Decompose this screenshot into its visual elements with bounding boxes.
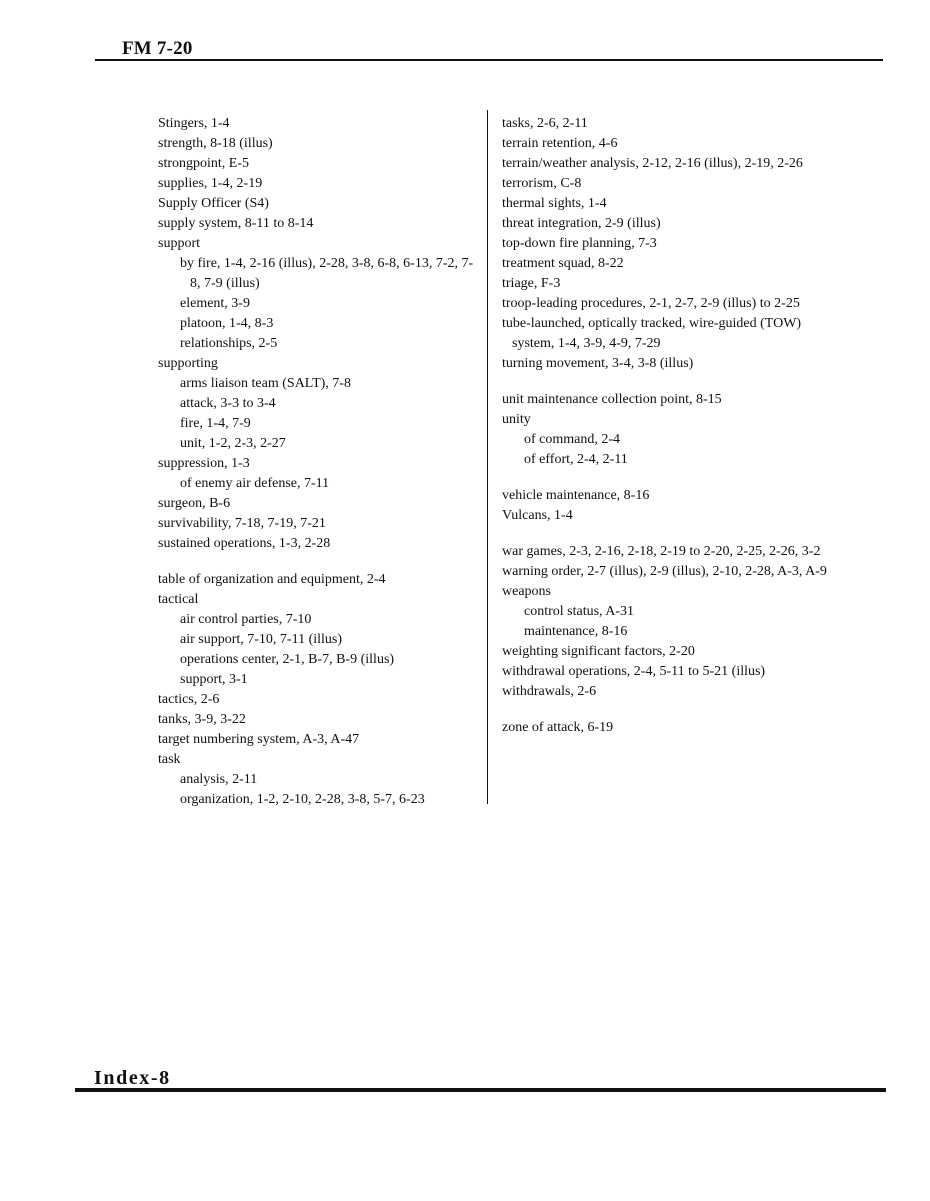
index-entry: weapons xyxy=(502,584,551,599)
index-entry: war games, 2-3, 2-16, 2-18, 2-19 to 2-20, 2-25, 2-26, 3-2 xyxy=(502,544,821,559)
index-entry: threat integration, 2-9 (illus) xyxy=(502,216,661,231)
index-subentry: relationships, 2-5 xyxy=(180,336,278,351)
index-entry: Supply Officer (S4) xyxy=(158,196,269,211)
index-column-left xyxy=(158,114,478,810)
index-entry: suppression, 1-3 xyxy=(158,456,250,471)
section-gap xyxy=(502,526,832,542)
index-entry: unit maintenance collection point, 8-15 xyxy=(502,392,722,407)
index-entry: table of organization and equipment, 2-4 xyxy=(158,572,386,587)
index-subentry: support, 3-1 xyxy=(180,672,248,687)
index-subentry: maintenance, 8-16 xyxy=(524,624,628,639)
index-entry: supporting xyxy=(158,356,218,371)
section-gap xyxy=(502,702,832,718)
index-entry: tactics, 2-6 xyxy=(158,692,220,707)
index-entry: tactical xyxy=(158,592,199,607)
page-number: Index-8 xyxy=(94,1067,171,1089)
header-rule xyxy=(95,59,883,61)
index-entry: tube-launched, optically tracked, wire-guided (TOW) system, 1-4, 3-9, 4-9, 7-29 xyxy=(502,316,802,351)
index-entry: terrain retention, 4-6 xyxy=(502,136,618,151)
index-entry: terrain/weather analysis, 2-12, 2-16 (illus), 2-19, 2-26 xyxy=(502,156,803,171)
index-entry: vehicle maintenance, 8-16 xyxy=(502,488,650,503)
index-entry: top-down fire planning, 7-3 xyxy=(502,236,657,251)
index-entry: zone of attack, 6-19 xyxy=(502,720,614,735)
index-entry: strongpoint, E-5 xyxy=(158,156,249,171)
index-entry: Stingers, 1-4 xyxy=(158,116,230,131)
index-entry: supplies, 1-4, 2-19 xyxy=(158,176,263,191)
section-gap xyxy=(158,554,478,570)
index-subentry: element, 3-9 xyxy=(180,296,250,311)
index-entry: supply system, 8-11 to 8-14 xyxy=(158,216,314,231)
index-subentry: of command, 2-4 xyxy=(524,432,621,447)
index-subentry: air support, 7-10, 7-11 (illus) xyxy=(180,632,343,647)
index-subentry: fire, 1-4, 7-9 xyxy=(180,416,251,431)
index-entry: tasks, 2-6, 2-11 xyxy=(502,116,588,131)
index-entry: sustained operations, 1-3, 2-28 xyxy=(158,536,331,551)
index-subentry: of enemy air defense, 7-11 xyxy=(180,476,330,491)
index-subentry: air control parties, 7-10 xyxy=(180,612,312,627)
index-entry: weighting significant factors, 2-20 xyxy=(502,644,695,659)
index-subentry: by fire, 1-4, 2-16 (illus), 2-28, 3-8, 6-8, 6-13, 7-2, 7-8, 7-9 (illus) xyxy=(180,256,474,291)
column-divider xyxy=(487,110,488,804)
section-gap xyxy=(502,374,832,390)
index-entry: target numbering system, A-3, A-47 xyxy=(158,732,360,747)
index-subentry: operations center, 2-1, B-7, B-9 (illus) xyxy=(180,652,395,667)
index-entry: support xyxy=(158,236,200,251)
index-subentry: control status, A-31 xyxy=(524,604,635,619)
index-entry: thermal sights, 1-4 xyxy=(502,196,607,211)
index-entry: task xyxy=(158,752,181,767)
index-subentry: of effort, 2-4, 2-11 xyxy=(524,452,628,467)
index-entry: surgeon, B-6 xyxy=(158,496,231,511)
index-entry: withdrawals, 2-6 xyxy=(502,684,597,699)
index-entry: turning movement, 3-4, 3-8 (illus) xyxy=(502,356,694,371)
index-subentry: unit, 1-2, 2-3, 2-27 xyxy=(180,436,286,451)
index-entry: unity xyxy=(502,412,531,427)
section-gap xyxy=(502,470,832,486)
index-column-right xyxy=(502,114,832,738)
index-entry: treatment squad, 8-22 xyxy=(502,256,624,271)
index-subentry: attack, 3-3 to 3-4 xyxy=(180,396,276,411)
index-subentry: arms liaison team (SALT), 7-8 xyxy=(180,376,351,391)
index-entry: triage, F-3 xyxy=(502,276,561,291)
index-subentry: organization, 1-2, 2-10, 2-28, 3-8, 5-7, 6-23 xyxy=(180,792,425,807)
index-entry: tanks, 3-9, 3-22 xyxy=(158,712,246,727)
index-entry: terrorism, C-8 xyxy=(502,176,582,191)
index-subentry: platoon, 1-4, 8-3 xyxy=(180,316,274,331)
running-header: FM 7-20 xyxy=(122,38,193,59)
footer-rule xyxy=(75,1088,886,1092)
index-entry: withdrawal operations, 2-4, 5-11 to 5-21 (illus) xyxy=(502,664,766,679)
index-entry: Vulcans, 1-4 xyxy=(502,508,573,523)
index-entry: troop-leading procedures, 2-1, 2-7, 2-9 (illus) to 2-25 xyxy=(502,296,800,311)
index-entry: strength, 8-18 (illus) xyxy=(158,136,273,151)
index-subentry: analysis, 2-11 xyxy=(180,772,258,787)
index-entry: warning order, 2-7 (illus), 2-9 (illus), 2-10, 2-28, A-3, A-9 xyxy=(502,564,827,579)
index-entry: survivability, 7-18, 7-19, 7-21 xyxy=(158,516,326,531)
